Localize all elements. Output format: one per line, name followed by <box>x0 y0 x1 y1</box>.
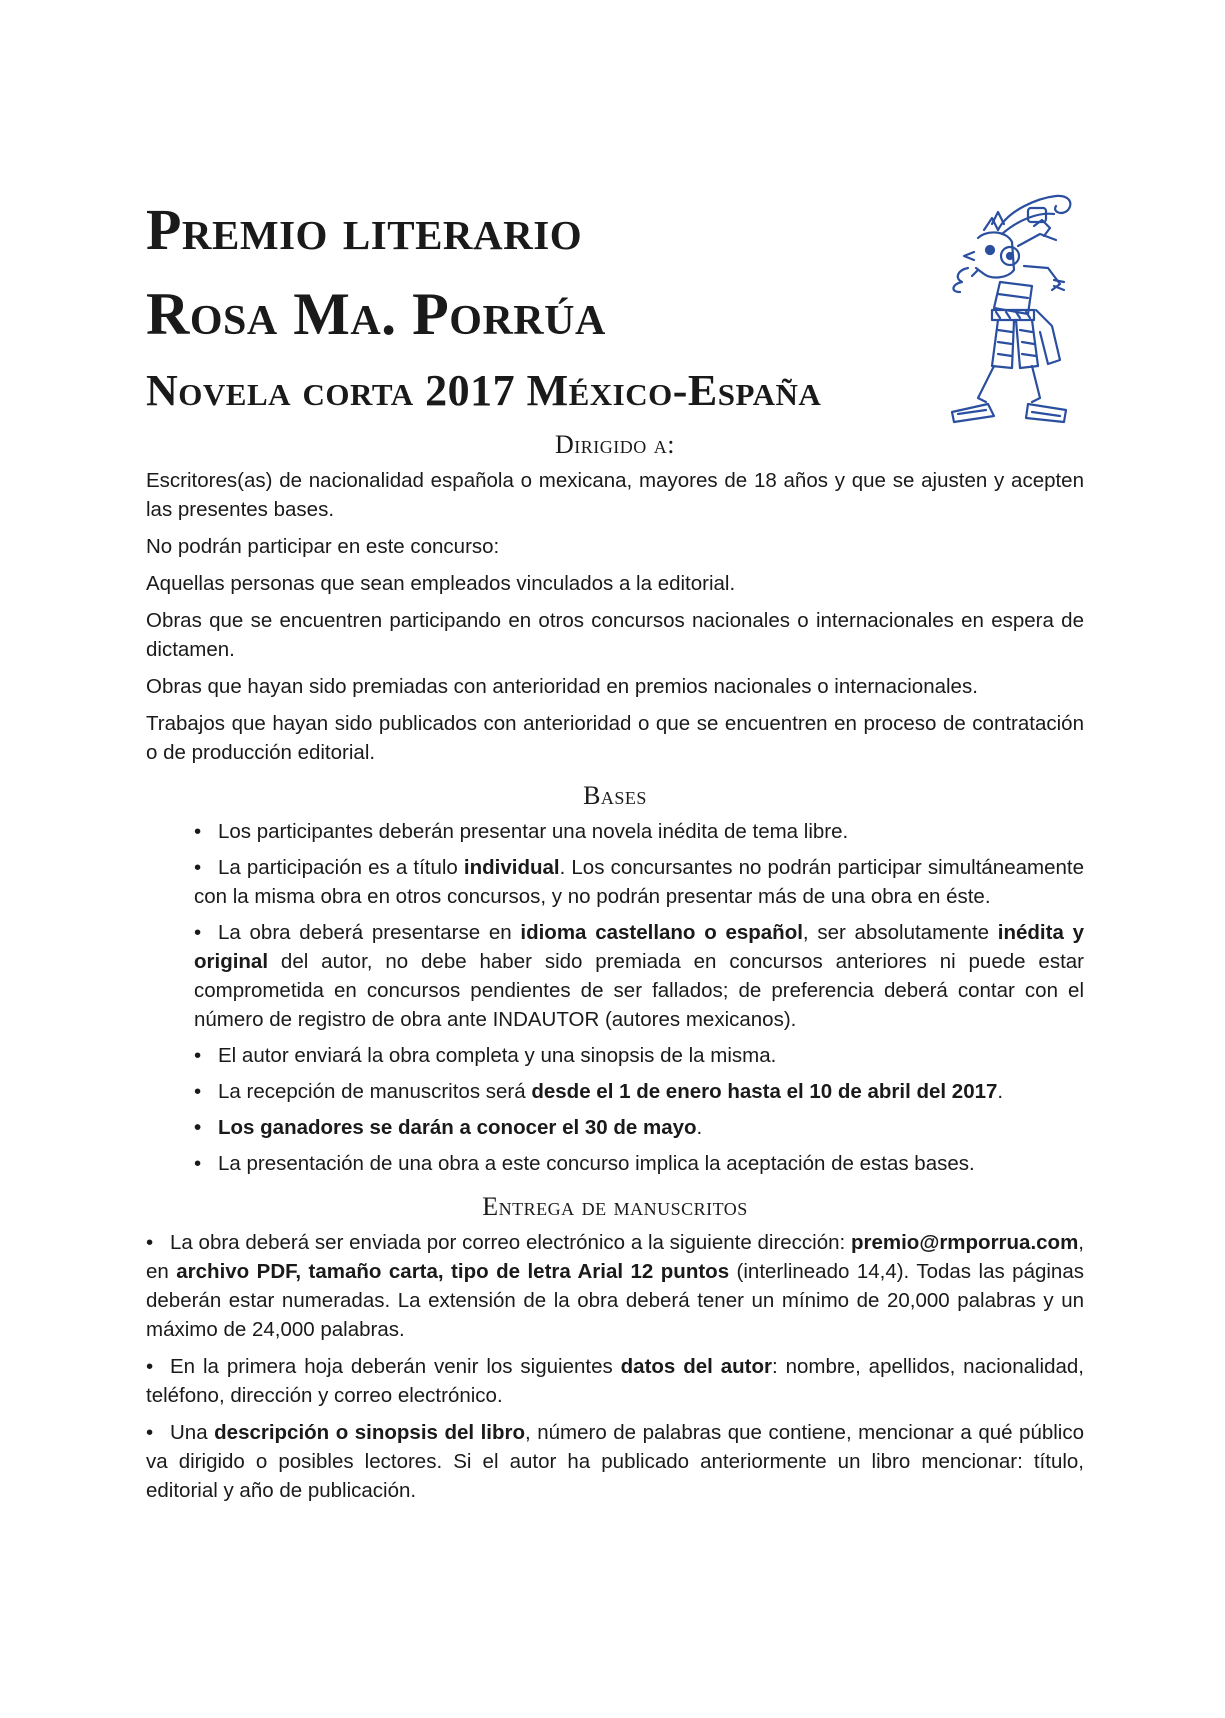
paragraph: • Una descripción o sinopsis del libro, número de palabras que contiene, mencionar a qué público va dirigido o posibles lectores. Si el autor ha publicado anteriormente un libro mencionar: título, editorial y año de publicación. <box>146 1418 1084 1505</box>
paragraph: Escritores(as) de nacionalidad española o mexicana, mayores de 18 años y que se ajusten y acepten las presentes bases. <box>146 469 1084 522</box>
bullet-icon: • <box>194 856 202 880</box>
bases-list <box>146 817 1084 1178</box>
title-line-2: Rosa Ma. Porrúa <box>146 280 606 347</box>
title-line-3: Novela corta 2017 México-España <box>146 365 822 415</box>
section-heading-dirigido: Dirigido a: <box>555 430 675 460</box>
paragraph: • En la primera hoja deberán venir los siguientes datos del autor: nombre, apellidos, nacionalidad, teléfono, dirección y correo electrónico. <box>146 1352 1084 1410</box>
list-item: • La participación es a título individual. Los concursantes no podrán participar simultáneamente con la misma obra en otros concursos, y no podrán presentar más de una obra en éste. <box>194 853 1084 911</box>
bullet-icon: • <box>194 820 202 844</box>
paragraph: Obras que se encuentren participando en otros concursos nacionales o internacionales en espera de dictamen. <box>146 609 1084 662</box>
email-address: premio@rmporrua.com <box>850 1231 1079 1255</box>
paragraph: Obras que hayan sido premiadas con anterioridad en premios nacionales o internacionales. <box>146 675 978 699</box>
paragraph: • La obra deberá ser enviada por correo electrónico a la siguiente dirección: premio@rmporrua.com, en archivo PDF, tamaño carta, tipo de letra Arial 12 puntos (interlineado 14,4). Todas las páginas deberán estar numeradas. La extensión de la obra deberá tener un mínimo de 20,000 palabras y un máximo de 24,000 palabras. <box>146 1228 1084 1344</box>
bullet-icon: • <box>146 1421 154 1445</box>
list-item: • La recepción de manuscritos será desde el 1 de enero hasta el 10 de abril del 2017. <box>194 1077 1084 1106</box>
section-heading-entrega: Entrega de manuscritos <box>482 1192 748 1222</box>
bullet-icon: • <box>194 1080 202 1104</box>
section-heading-bases: Bases <box>583 781 647 811</box>
title-line-1: Premio literario <box>146 197 583 262</box>
paragraph: Trabajos que hayan sido publicados con anterioridad o que se encuentren en proceso de contratación o de producción editorial. <box>146 712 1084 765</box>
list-item: • La presentación de una obra a este concurso implica la aceptación de estas bases. <box>194 1149 1084 1178</box>
bullet-icon: • <box>194 1116 202 1140</box>
paragraph: No podrán participar en este concurso: <box>146 535 500 559</box>
list-item: • La obra deberá presentarse en idioma castellano o español, ser absolutamente inédita y original del autor, no debe haber sido premiada en concursos anteriores ni puede estar comprometida en concursos pendientes de ser fallados; de preferencia deberá contar con el número de registro de obra ante INDAUTOR (autores mexicanos). <box>194 918 1084 1034</box>
bullet-icon: • <box>146 1355 154 1379</box>
list-item: • El autor enviará la obra completa y una sinopsis de la misma. <box>194 1041 1084 1070</box>
list-item: • Los participantes deberán presentar una novela inédita de tema libre. <box>194 817 1084 846</box>
bullet-icon: • <box>194 1152 202 1176</box>
bullet-icon: • <box>194 921 202 945</box>
bullet-icon: • <box>146 1231 154 1255</box>
document-page <box>146 197 1085 1513</box>
paragraph: Aquellas personas que sean empleados vinculados a la editorial. <box>146 572 736 596</box>
list-item: • Los ganadores se darán a conocer el 30 de mayo. <box>194 1113 1084 1142</box>
bullet-icon: • <box>194 1044 202 1068</box>
